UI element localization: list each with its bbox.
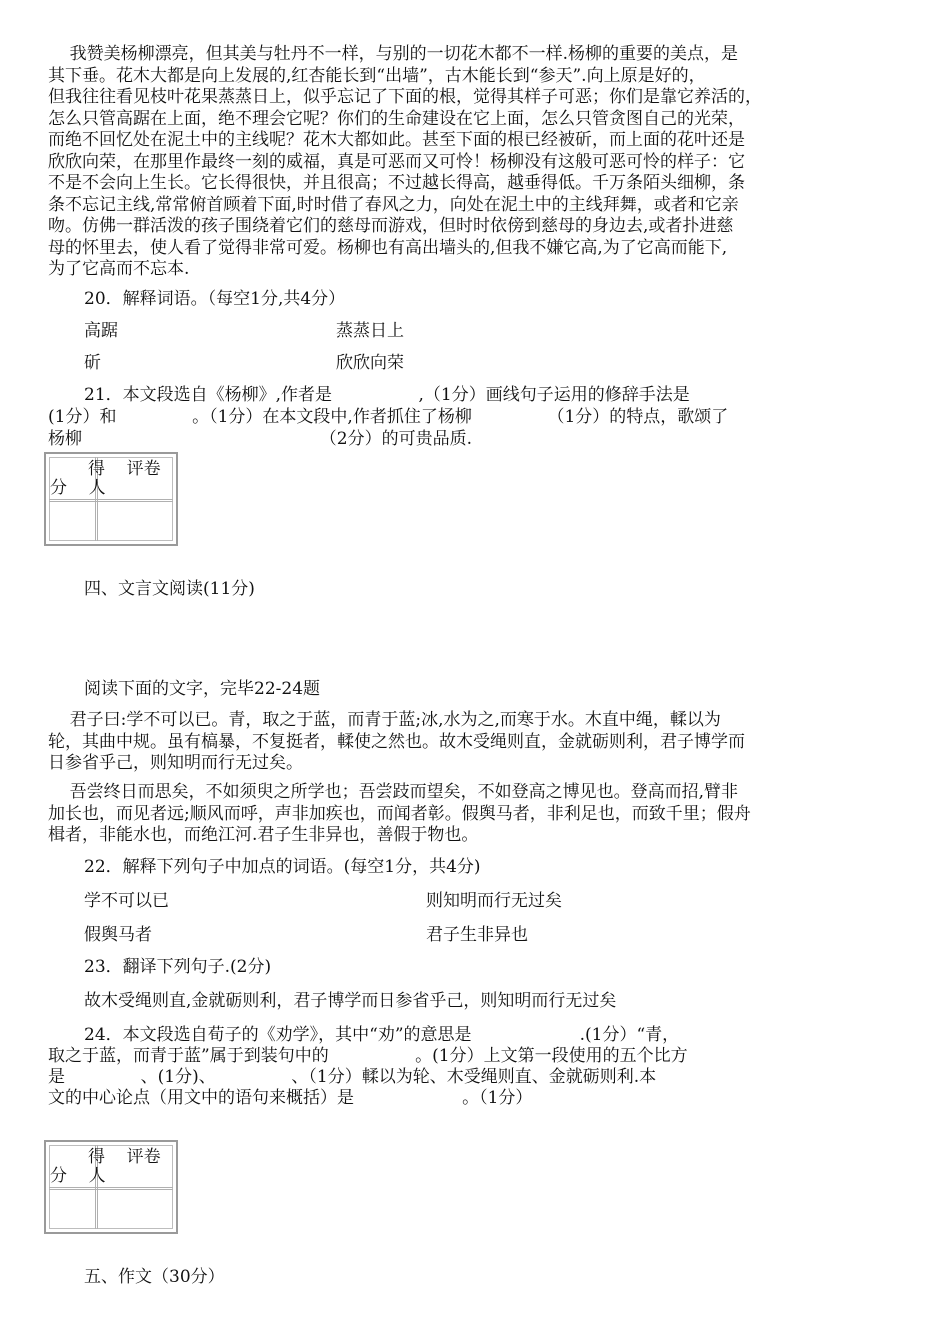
classical-line: 日参省乎己，则知明而行无过矣。 [48,753,303,773]
q22-item: 学不可以已 [84,891,169,911]
classical-text-paragraph [48,710,908,775]
passage-line: 欣欣向荣，在那里作最终一刻的威福，真是可恶而又可怜！杨柳没有这般可恶可怜的样子：它 [48,151,745,172]
classical-line: 楫者，非能水也，而绝江河.君子生非异也，善假于物也。 [48,825,479,845]
q20-term: 高踞 [84,321,118,341]
passage-line: 为了它高而不忘本. [48,259,190,279]
passage-line: 其下垂。花木大都是向上发展的,红杏能长到“出墙”，古木能长到“参天”.向上原是好的， [48,65,706,86]
question-21-line: 21．本文段选自《杨柳》,作者是 ,（1分）画线句子运用的修辞手法是 [84,385,690,405]
score-box-top-label: 得 评卷 [88,459,161,479]
passage-line: 我赞美杨柳漂亮，但其美与牡丹不一样，与别的一切花木都不一样.杨柳的重要的美点，是 [48,44,739,64]
q22-item: 假舆马者 [84,925,152,945]
passage-line: 母的怀里去，使人看了觉得非常可爱。杨柳也有高出墙头的,但我不嫌它高,为了它高而能下, [48,237,728,258]
classical-line: 轮，其曲中规。虽有槁暴，不复挺者，輮使之然也。故木受绳则直，金就砺则利，君子博学而 [48,731,745,752]
question-20-title: 20．解释词语。（每空1分,共4分） [84,289,346,309]
passage-line: 吻。仿佛一群活泼的孩子围绕着它们的慈母而游戏，但时时依傍到慈母的身边去,或者扑进慈 [48,216,734,236]
passage [48,44,908,281]
passage-line: 怎么只管高踞在上面，绝不理会它呢？你们的生命建设在它上面，怎么只管贪图自己的光荣， [48,108,745,129]
section-5-heading: 五、作文（30分） [84,1267,225,1287]
classical-line: 吾尝终日而思矣，不如须臾之所学也；吾尝跂而望矣，不如登高之博见也。登高而招,臂非 [48,782,739,802]
question-23-title: 23．翻译下列句子.(2分) [84,957,272,977]
question-24-line: 24．本文段选自荀子的《劝学》，其中“劝”的意思是 .(1分）“青， [84,1025,680,1045]
score-box [44,452,178,546]
score-box-top-label: 得 评卷 [88,1147,161,1167]
classical-line: 君子曰:学不可以已。青，取之于蓝，而青于蓝;冰,水为之,而寒于水。木直中绳，輮以为 [48,710,721,730]
question-24-line: 取之于蓝，而青于蓝”属于到装句中的 。(1分）上文第一段使用的五个比方 [48,1046,688,1066]
question-23-sentence: 故木受绳则直,金就砺则利，君子博学而日参省乎己，则知明而行无过矣 [84,991,617,1011]
question-22-title: 22．解释下列句子中加点的词语。(每空1分，共4分) [84,857,481,877]
question-21-line: 杨柳 （2分）的可贵品质. [48,429,472,449]
q22-item: 君子生非异也 [426,925,528,945]
score-box [44,1140,178,1234]
section-4-heading: 四、文言文阅读(11分) [84,579,255,599]
q20-term: 欣欣向荣 [336,353,404,373]
classical-line: 加长也，而见者远;顺风而呼，声非加疾也，而闻者彰。假舆马者，非利足也，而致千里；假舟 [48,803,751,824]
score-box-bottom-label: 分 人 [50,478,106,498]
passage-line: 不是不会向上生长。它长得很快，并且很高；不过越长得高，越垂得低。千万条陌头细柳，条 [48,173,745,193]
q20-term: 蒸蒸日上 [336,321,404,341]
passage-line: 而绝不回忆处在泥土中的主线呢？花木大都如此。甚至下面的根已经被斫，而上面的花叶还是 [48,130,745,150]
passage-line: 但我往往看见枝叶花果蒸蒸日上，似乎忘记了下面的根，觉得其样子可恶；你们是靠它养活的， [48,87,762,107]
section-4-instruction: 阅读下面的文字，完毕22-24题 [84,679,321,699]
score-box-bottom-label: 分 人 [50,1166,106,1186]
passage-line: 条不忘记主线,常常俯首顾着下面,时时借了春风之力，向处在泥土中的主线拜舞，或者和它亲 [48,194,739,215]
question-24-line: 文的中心论点（用文中的语句来概括）是 。（1分） [48,1088,533,1108]
classical-text-paragraph [48,782,908,847]
question-21-line: (1分）和 。（1分）在本文段中,作者抓住了杨柳 （1分）的特点，歌颂了 [48,407,729,427]
q20-term: 斫 [84,353,101,373]
q22-item: 则知明而行无过矣 [426,891,562,911]
question-24-line: 是 、(1分)、 、（1分）輮以为轮、木受绳则直、金就砺则利.本 [48,1067,657,1087]
